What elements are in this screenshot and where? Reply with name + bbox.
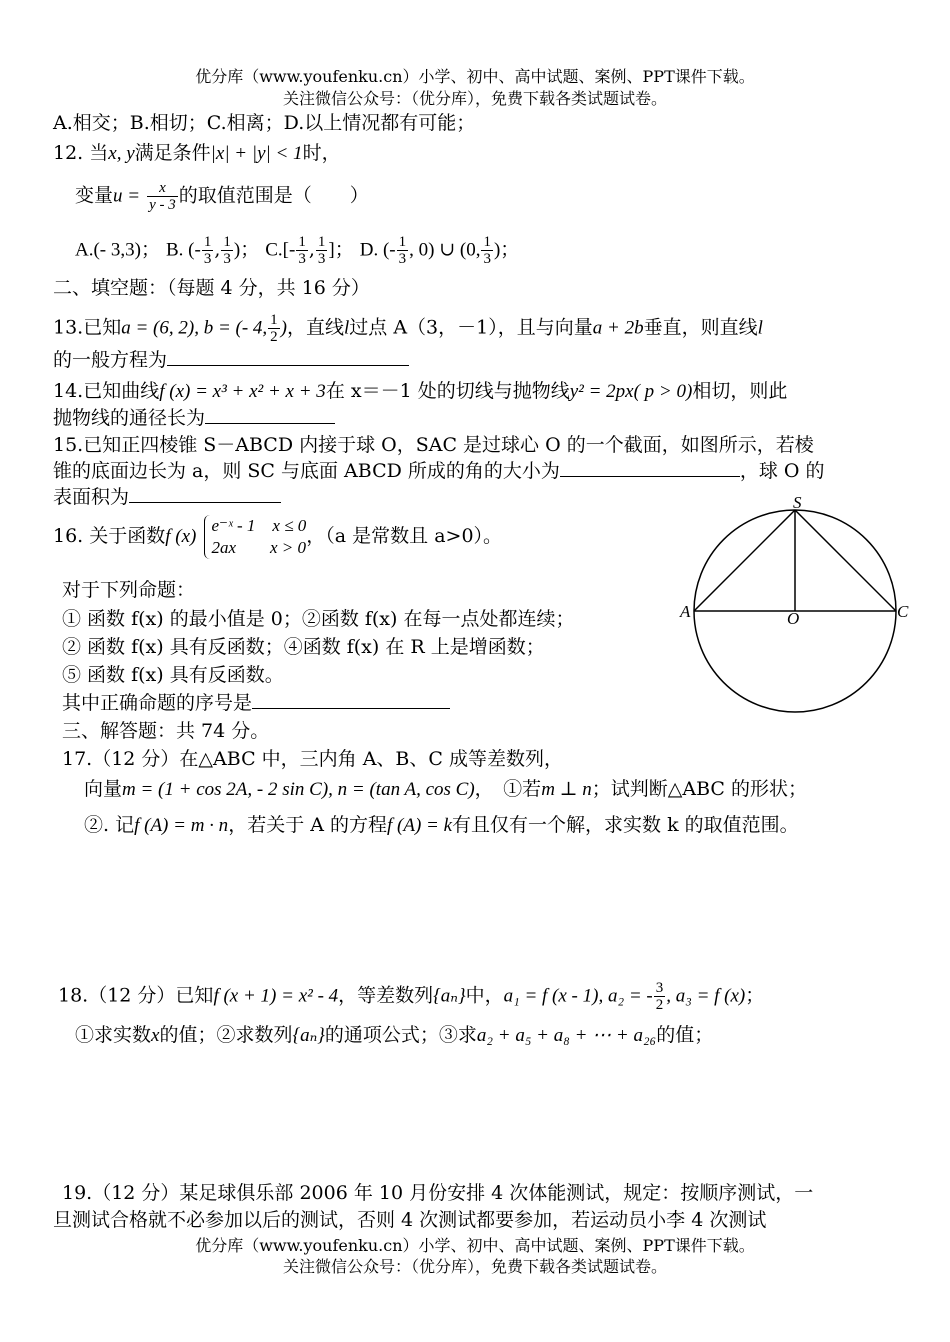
footer-line-2: 关注微信公众号：（优分库），免费下载各类试题试卷。 xyxy=(282,1257,667,1276)
q15-line-1: 15.已知正四棱锥 S－ABCD 内接于球 O，SAC 是过球心 O 的一个截面，如图所示，若棱 xyxy=(53,434,814,456)
q16-line-1: 16. 关于函数f (x) e⁻ˣ - 1 x ≤ 0 2ax x > 0 ，（a 是常数且 a>0）。 xyxy=(53,516,503,557)
q13-answer-blank[interactable] xyxy=(167,365,409,366)
q11-options: A.相交；B.相切；C.相离；D.以上情况都有可能； xyxy=(53,112,476,134)
q15-line-3: 表面积为 xyxy=(53,484,281,510)
label-a: A xyxy=(680,602,691,621)
q14-answer-blank[interactable] xyxy=(205,423,335,424)
label-s: S xyxy=(793,494,802,512)
section-3-heading: 三、解答题：共 74 分。 xyxy=(62,720,270,742)
q13-line-2: 的一般方程为 xyxy=(53,347,409,373)
q12-u-fraction: $\frac{x}{y - 3}$ xyxy=(149,180,176,213)
q13-line-1: 13.已知a = (6, 2), b = (- 4, $\frac{1}{2}$ )，直线l过点 A（3，－1），且与向量a + 2b垂直，则直线l xyxy=(53,312,763,345)
q16-proposition-3: ⑤ 函数 f(x) 具有反函数。 xyxy=(62,664,284,686)
q16-proposition-2: ② 函数 f(x) 具有反函数；④函数 f(x) 在 R 上是增函数； xyxy=(62,636,545,658)
q15-line-2: 锥的底面边长为 a，则 SC 与底面 ABCD 所成的角的大小为 ，球 O 的 xyxy=(53,460,825,482)
q18-line-2: ①求实数x的值；②求数列{aₙ}的通项公式；③求a₂ + a₅ + a₈ + ⋯ + a₂₆的值； xyxy=(75,1024,714,1046)
q17-line-3: ②. 记f (A) = m · n，若关于 A 的方程f (A) = k有且仅有一个解，求实数 k 的取值范围。 xyxy=(84,814,799,836)
q16-intro: 对于下列命题： xyxy=(62,579,196,601)
q12-line-2: 变量u = $\frac{x}{y - 3}$ 的取值范围是（ ） xyxy=(75,180,369,213)
q17-line-1: 17.（12 分）在△ABC 中，三内角 A、B、C 成等差数列， xyxy=(62,748,563,770)
q15-answer-blank-1[interactable] xyxy=(560,476,740,477)
header-line-1: 优分库（www.youfenku.cn）小学、初中、高中试题、案例、PPT课件下载。 xyxy=(195,67,755,86)
q15-answer-blank-2[interactable] xyxy=(129,502,281,503)
q16-ask: 其中正确命题的序号是 xyxy=(62,690,450,716)
label-c: C xyxy=(897,602,909,621)
q14-line-2: 抛物线的通径长为 xyxy=(53,405,335,431)
q17-line-2: 向量m = (1 + cos 2A, - 2 sin C), n = (tan A, cos C)， ①若m ⊥ n；试判断△ABC 的形状； xyxy=(84,778,808,800)
q18-line-1: 18.（12 分）已知f (x + 1) = x² - 4，等差数列{aₙ}中，a₁ = f (x - 1), a₂ = - $\frac{3}{2}$ , a₃ = f (x)； xyxy=(58,980,765,1013)
q12-options: A.(- 3,3)； B. (- $\frac{1}{3}$ , $\frac{1}{3}$ )； C.[- $\frac{1}{3}$ , $\frac{1}{3}$ ]； D. (- $\frac{1}{3}$ , 0) ∪ (0, $\frac{1}{3}$ )； xyxy=(75,234,520,267)
q16-piecewise: e⁻ˣ - 1 x ≤ 0 2ax x > 0 xyxy=(204,515,306,559)
q12-line-1: 12. 当x, y满足条件|x| + |y| < 1时， xyxy=(53,142,341,164)
label-o: O xyxy=(787,609,800,628)
q19-line-2: 旦测试合格就不必参加以后的测试，否则 4 次测试都要参加，若运动员小李 4 次测试 xyxy=(53,1209,767,1231)
sphere-cross-section-figure xyxy=(676,494,916,716)
section-2-heading: 二、填空题：（每题 4 分，共 16 分） xyxy=(53,277,370,299)
segment-sc xyxy=(795,510,896,611)
footer-line-1: 优分库（www.youfenku.cn）小学、初中、高中试题、案例、PPT课件下载。 xyxy=(195,1236,755,1255)
q16-answer-blank[interactable] xyxy=(252,708,450,709)
q16-proposition-1: ① 函数 f(x) 的最小值是 0；②函数 f(x) 在每一点处都连续； xyxy=(62,608,575,630)
q19-line-1: 19.（12 分）某足球俱乐部 2006 年 10 月份安排 4 次体能测试，规定：按顺序测试，一 xyxy=(62,1182,814,1204)
segment-sa xyxy=(694,510,795,611)
q14-line-1: 14.已知曲线f (x) = x³ + x² + x + 3在 x＝－1 处的切线与抛物线y² = 2px( p > 0)相切，则此 xyxy=(53,380,788,402)
header-line-2: 关注微信公众号：（优分库），免费下载各类试题试卷。 xyxy=(282,89,667,108)
